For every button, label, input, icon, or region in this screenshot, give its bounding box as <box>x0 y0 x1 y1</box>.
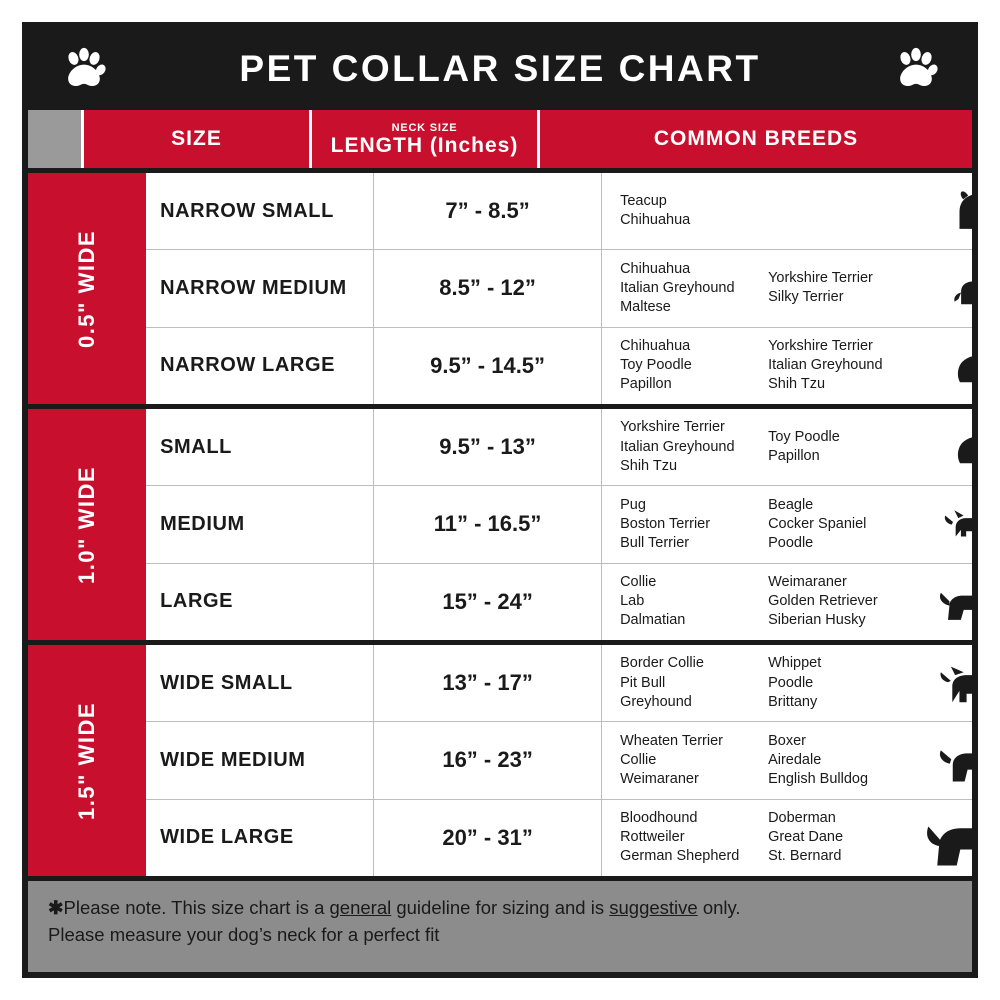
table-row <box>146 409 978 486</box>
breed-column-1: Teacup Chihuahua <box>620 192 691 229</box>
cell-size: SMALL <box>146 409 374 485</box>
footer-line-1: ✱Please note. This size chart is a general guideline for sizing and is suggestive only. <box>48 897 741 918</box>
cell-size: WIDE LARGE <box>146 800 374 876</box>
chihuahua-silhouette <box>918 250 978 326</box>
width-group <box>28 168 972 404</box>
breed-column-2: Boxer Airedale English Bulldog <box>768 732 869 788</box>
table-row <box>146 800 978 876</box>
cell-length: 20” - 31” <box>374 800 602 876</box>
table-row <box>146 722 978 799</box>
cell-breeds <box>602 250 978 326</box>
breed-column-2: Toy Poodle Papillon <box>768 428 840 465</box>
table-row <box>146 486 978 563</box>
cell-size: WIDE MEDIUM <box>146 722 374 798</box>
cell-length: 9.5” - 14.5” <box>374 328 602 404</box>
table-row <box>146 564 978 640</box>
chart-header <box>28 28 972 110</box>
cell-length: 9.5” - 13” <box>374 409 602 485</box>
cell-breeds <box>602 173 978 249</box>
page-title: PET COLLAR SIZE CHART <box>239 48 761 89</box>
cell-breeds <box>602 722 978 798</box>
breed-column-2: Yorkshire Terrier Italian Greyhound Shih Tzu <box>768 337 883 393</box>
cell-length: 16” - 23” <box>374 722 602 798</box>
breed-column-2: Doberman Great Dane St. Bernard <box>768 809 844 865</box>
breed-column-2 <box>768 192 918 231</box>
cell-length: 7” - 8.5” <box>374 173 602 249</box>
cell-length: 15” - 24” <box>374 564 602 640</box>
paw-print-icon <box>62 47 106 91</box>
cell-length: 8.5” - 12” <box>374 250 602 326</box>
cell-breeds <box>602 645 978 721</box>
cell-size: NARROW LARGE <box>146 328 374 404</box>
cell-size: MEDIUM <box>146 486 374 562</box>
breed-column-2: Yorkshire Terrier Silky Terrier <box>768 270 873 306</box>
breed-column-2: Whippet Poodle Brittany <box>768 655 822 710</box>
cell-breeds <box>602 564 978 640</box>
cell-length: 11” - 16.5” <box>374 486 602 562</box>
boxer-silhouette <box>918 722 978 798</box>
table-row <box>146 328 978 404</box>
cell-length: 13” - 17” <box>374 645 602 721</box>
breed-column-1: Collie Lab Dalmatian <box>620 573 686 629</box>
breed-column-1: Chihuahua Italian Greyhound Maltese <box>620 260 735 316</box>
pomeranian-silhouette <box>918 409 978 485</box>
pomeranian-silhouette <box>918 328 978 404</box>
cell-size: NARROW SMALL <box>146 173 374 249</box>
table-header-row <box>28 110 972 168</box>
width-group <box>28 404 972 640</box>
asterisk-icon: ✱ <box>48 897 64 918</box>
cell-size: NARROW MEDIUM <box>146 250 374 326</box>
breed-column-1: Yorkshire Terrier Italian Greyhound Shih Tzu <box>620 419 735 474</box>
table-row <box>146 173 978 250</box>
chart-frame <box>22 22 978 978</box>
header-size: SIZE <box>84 110 312 168</box>
retriever-silhouette <box>918 564 978 640</box>
pug-silhouette <box>918 486 978 562</box>
cell-size: LARGE <box>146 564 374 640</box>
cell-size: WIDE SMALL <box>146 645 374 721</box>
paw-print-icon <box>894 47 938 91</box>
size-table <box>28 110 972 876</box>
group-label-one-inch: 1.0" WIDE <box>28 409 146 640</box>
cell-breeds <box>602 409 978 485</box>
breed-column-2: Weimaraner Golden Retriever Siberian Husky <box>768 573 878 629</box>
cell-breeds <box>602 486 978 562</box>
header-length-label: LENGTH (Inches) <box>330 133 519 157</box>
doberman-silhouette <box>918 800 978 876</box>
footer-line-2: Please measure your dog’s neck for a perfect fit <box>48 923 440 945</box>
header-neck-size-label: NECK SIZE <box>391 121 458 134</box>
group-label-half-inch: 0.5" WIDE <box>28 173 146 404</box>
header-length <box>312 110 540 168</box>
table-row <box>146 250 978 327</box>
header-common-breeds: COMMON BREEDS <box>653 127 859 150</box>
bulldog-silhouette <box>918 645 978 721</box>
header-corner <box>28 110 84 168</box>
width-group <box>28 640 972 876</box>
breed-column-1: Border Collie Pit Bull Greyhound <box>620 655 704 710</box>
breed-column-1: Bloodhound Rottweiler German Shepherd <box>620 809 740 865</box>
breed-column-1: Pug Boston Terrier Bull Terrier <box>620 496 711 552</box>
cell-breeds <box>602 800 978 876</box>
group-label-one-and-half-inch: 1.5" WIDE <box>28 645 146 876</box>
footer-note <box>28 876 972 972</box>
breed-column-2: Beagle Cocker Spaniel Poodle <box>768 496 867 552</box>
breed-column-1: Chihuahua Toy Poodle Papillon <box>620 337 692 393</box>
breed-column-1: Wheaten Terrier Collie Weimaraner <box>620 732 723 788</box>
table-row <box>146 645 978 722</box>
cell-breeds <box>602 328 978 404</box>
yorkie-silhouette <box>918 173 978 249</box>
